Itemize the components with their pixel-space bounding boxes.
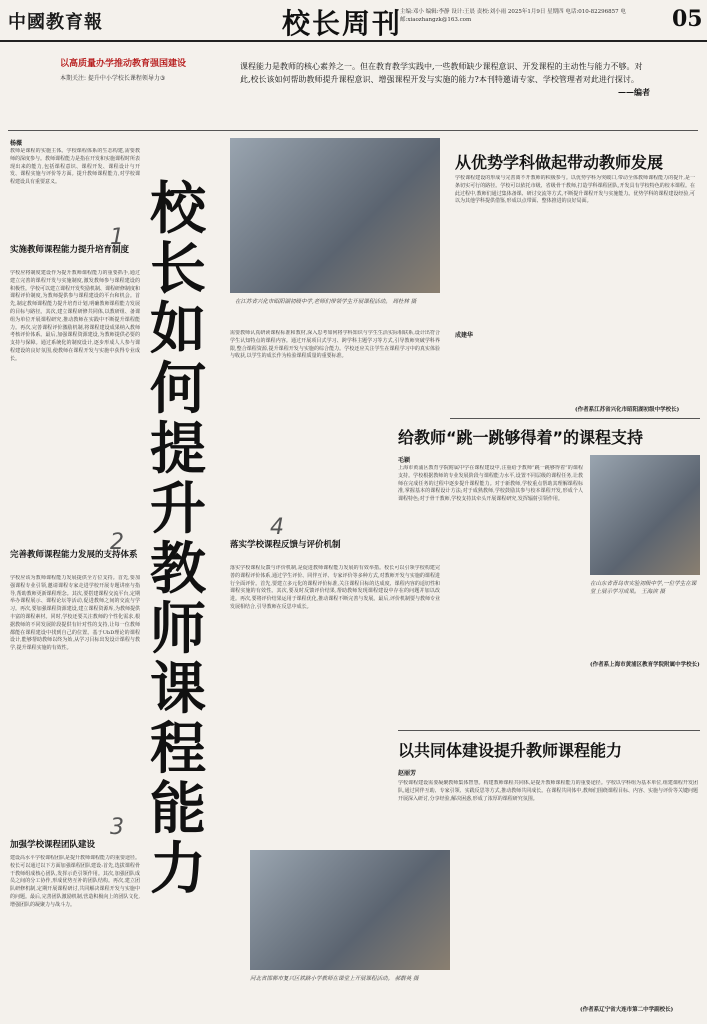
editor-meta: 主编:邓小 编辑:李静 设计:王晨 责校:刘小雨 2025年1月9日 星期四 电话:010-82296857 电邮:xiaozhangzk@163.com [400,9,626,23]
right-text-1: 学校课程建设的形成与完善离不开教师的积极参与。以优势学科为突破口,带动全体教师课程能力的提升,是一条切实可行的路径。学校可以依托市级、省级骨干教师,打造学科课程团队,开发具有学校特色的校本课程。在此过程中,教师们通过集体备课、研讨交流等方式,不断提升课程开发与实施能力。优势学科的课程建设经验,可以为其他学科提供借鉴,形成以点带面、整体推进的良好局面。 [455,175,695,205]
section-number-3: 3 [110,815,124,840]
right-byline-2: 毛颖 [398,457,411,464]
section-number-4: 4 [270,515,284,540]
student-photo [590,455,700,575]
author-footer-2: (作者系上海市黄浦区教育学院附属中学校长) [590,662,700,668]
section-text-3: 建设高水平学校课程团队是提升教师课程能力的重要途径。校长可以通过以下方面加强课程团队建设:首先,选拔课程骨干教师组成核心团队,发挥示范引领作用。其次,加强团队成员之间的分工协作,形成优势互补的团队结构。再次,建立团队研修机制,定期开展课程研讨,共同解决课程开发与实施中的问题。最后,完善团队激励机制,营造积极向上的团队文化,增强团队的凝聚力与战斗力。 [10,855,140,908]
right-byline-1: 成建华 [455,332,474,339]
left-byline: 杨薇 [10,140,23,147]
intro-text: 课程能力是教师的核心素养之一。但在教育教学实践中,一些教师缺少课程意识、开发课程的主动性与能力不够。对此,校长该如何帮助教师提升课程意识、增强课程开发与实施的能力?本刊特邀请专家、学校管理者对此进行探讨。 [240,62,643,84]
section-number-2: 2 [110,530,124,555]
section-title-4: 落实学校课程反馈与评价机制 [230,540,341,550]
left-lead: 教师是课程的实施主体。学校课程体系的生态构建,需要教师的深度参与。教师课程能力是指在开发和实施课程时所表现出来的能力,包括课程意识、课程开发、课程设计与开发、课程实施与评价等方面。提升教师课程能力,对学校课程建设具有重要意义。 [10,148,140,186]
section-text-4: 落实学校课程反馈与评价机制,是促进教师课程能力发展的有效举措。校长可以引领学校构建完善的课程评价体系,通过学生评价、同伴互评、专家评价等多种方式,对教师开发与实施的课程进行全面评价。首先,要建立多元化的课程评价标准,关注课程目标的达成度、课程内容的适切性和课程实施的有效性。其次,要及时反馈评价结果,帮助教师发现课程建设中存在的问题并加以改进。再次,要将评价结果运用于课程优化,推动课程不断完善与发展。最后,评价机制要与教师专业发展相结合,引导教师在反思中成长。 [230,565,440,610]
article-divider-2 [450,418,700,419]
right-byline-3: 赵丽芳 [398,770,417,777]
section-title-3: 加强学校课程团队建设 [10,840,96,850]
intro-author: ——编者 [618,87,650,97]
feature-banner [60,56,220,94]
section-text-2: 学校应该为教师课程能力发展提供全方位支持。首先,要加强课程专业引领,邀请课程专家走进学校开展专题讲座与指导,帮助教师更新课程理念。其次,要搭建课程交流平台,定期举办课程展示、课程论坛等活动,促进教师之间的交流与学习。再次,要加强课程资源建设,建立课程资源库,为教师提供丰富的课程素材。同时,学校还要关注教师的个性化需求,根据教师的不同发展阶段提供有针对性的支持,让每一位教师都能在课程建设中找到自己的位置。基于UbD理论的课程设计,能够帮助教师以终为始,从学习目标出发设计课程与教学,提升课程实施的有效性。 [10,575,140,652]
section-title-2: 完善教师课程能力发展的支持体系 [10,550,138,560]
page-number: 05 [672,6,703,32]
page-title: 校长周刊 [282,7,403,40]
author-footer-3: (作者系辽宁省大连市第二中学副校长) [580,1007,674,1013]
newspaper-logo: 中國教育報 [8,12,103,33]
banner-main-title: 以高质量办学推动教育强国建设 [60,59,187,69]
author-footer-1: (作者系江苏省兴化市昭阳湖初级中学校长) [575,407,680,413]
photo-caption-1: 在江苏省兴化市昭阳湖初级中学,老师们带领学生开展课程活动。 周杜林 摄 [235,299,417,305]
photo-caption-2: 在山东省青岛市实验初级中学,一位学生在课堂上展示学习成果。 王海滨 摄 [590,581,697,595]
photo-caption-3: 河北省邯郸市复兴区铁路小学教师在课堂上开展课程活动。 郝群英 摄 [250,976,419,982]
main-headline: 校长如何提升教师课程能力 [150,177,206,902]
masthead-rule [0,40,707,42]
article-title-1: 从优势学科做起带动教师发展 [455,153,664,172]
teacher-photo [250,850,450,970]
right-text-3: 学校课程建设需要凝聚教师集体智慧。构建教师课程共同体,是提升教师课程能力的重要途径。学校以学科组为基本单位,组建课程开发团队,通过同伴互助、专家引领、实践反思等方式,推动教师共同成长。在课程共同体中,教师们围绕课程目标、内容、实施与评价等关键问题开展深入研讨,分享经验,解决困惑,形成了浓厚的课程研究氛围。 [398,780,698,802]
section-text-1: 学校应将制度建设作为提升教师课程能力的重要抓手,通过建立完善的课程开发与实施制度,激发教师参与课程建设的积极性。学校可以建立课程开发奖励机制、课程研修制度和课程评价制度,为教师提供参与课程建设的平台和机会。首先,制定教师课程能力提升培育计划,明确教师课程能力发展的目标与路径。其次,建立课程研修共同体,以教研组、备课组为单位开展课程研究,推动教师在实践中不断提升课程能力。再次,完善课程评价激励机制,将课程建设成果纳入教师考核评价体系。最后,加强课程资源建设,为教师提供必要的支持与保障。通过系统化的制度设计,逐步形成人人参与课程建设的良好氛围,使教师在课程开发与实施中获得专业成长。 [10,270,140,362]
section-title-1: 实施教师课程能力提升培育制度 [10,245,130,255]
right-text-2: 上海市黄浦区教育学院附属中学在课程建设中,注重给予教师“跳一跳够得着”的课程支持。学校根据教师的专业发展阶段与课程能力水平,设置不同层级的课程任务,让教师在完成任务的过程中逐步提升课程能力。对于新教师,学校重点帮助其理解课程标准,掌握基本的课程设计方法;对于成熟教师,学校鼓励其参与校本课程开发,形成个人课程特色;对于骨干教师,学校支持其牵头开展课程研究,发挥辐射引领作用。 [398,465,583,503]
classroom-photo [230,138,440,293]
section-divider [8,130,698,131]
article-title-3: 以共同体建设提升教师课程能力 [398,741,623,760]
middle-text: 需要教师认真研读课程标准和教材,深入思考如何将学科知识与学生生活实际相联系,设计出符合学生认知特点的课程内容。通过开展项目式学习、跨学科主题学习等方式,引导教师突破学科界限,整合课程资源,提升课程开发与实施的综合能力。学校还应关注学生在课程学习中的真实体验与收获,以学生的成长作为检验课程质量的重要标准。 [230,330,440,360]
article-title-2: 给教师“跳一跳够得着”的课程支持 [398,428,644,447]
editor-intro [240,60,650,99]
banner-subtitle: 本期关注: 提升中小学校长课程领导力③ [60,75,166,82]
section-number-1: 1 [110,225,124,250]
article-divider-3 [398,730,700,731]
